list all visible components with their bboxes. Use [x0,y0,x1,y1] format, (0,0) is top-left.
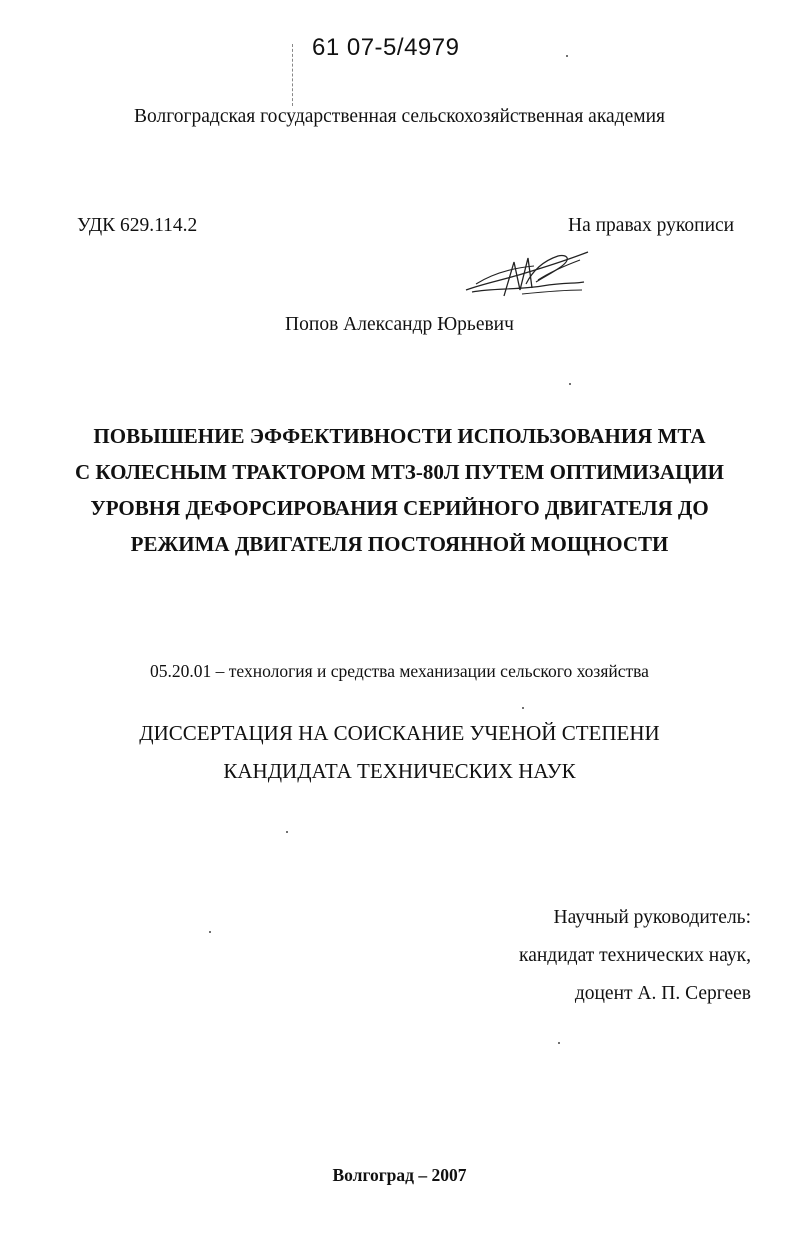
place-and-year: Волгоград – 2007 [332,1165,467,1185]
title-line: УРОВНЯ ДЕФОРСИРОВАНИЯ СЕРИЙНОГО ДВИГАТЕЛЯ ДО [90,496,709,520]
scan-speck [566,55,568,57]
specialty-code: 05.20.01 – технология и средства механизации сельского хозяйства [150,661,649,681]
thesis-type-line: КАНДИДАТА ТЕХНИЧЕСКИХ НАУК [223,759,576,783]
title-line: ПОВЫШЕНИЕ ЭФФЕКТИВНОСТИ ИСПОЛЬЗОВАНИЯ МТА [93,424,706,448]
author-name: Попов Александр Юрьевич [285,314,514,335]
scan-speck [209,931,211,933]
scan-speck [522,707,524,709]
scan-speck [286,831,288,833]
supervisor-degree: кандидат технических наук, [519,945,751,966]
scan-speck [569,383,571,385]
margin-line [292,44,293,106]
title-line: РЕЖИМА ДВИГАТЕЛЯ ПОСТОЯННОЙ МОЩНОСТИ [130,532,669,556]
thesis-type-line: ДИССЕРТАЦИЯ НА СОИСКАНИЕ УЧЕНОЙ СТЕПЕНИ [139,721,660,745]
archive-stamp-number: 61 07-5/4979 [312,34,460,61]
manuscript-rights-note: На правах рукописи [568,215,735,236]
title-line: С КОЛЕСНЫМ ТРАКТОРОМ МТЗ-80Л ПУТЕМ ОПТИМИЗАЦИИ [74,460,725,484]
supervisor-name: доцент А. П. Сергеев [574,983,751,1004]
supervisor-heading: Научный руководитель: [553,907,751,928]
scan-speck [558,1042,560,1044]
handwritten-signature [462,244,592,300]
institution-name: Волгоградская государственная сельскохозяйственная академия [134,106,665,127]
udk-code: УДК 629.114.2 [77,215,198,236]
